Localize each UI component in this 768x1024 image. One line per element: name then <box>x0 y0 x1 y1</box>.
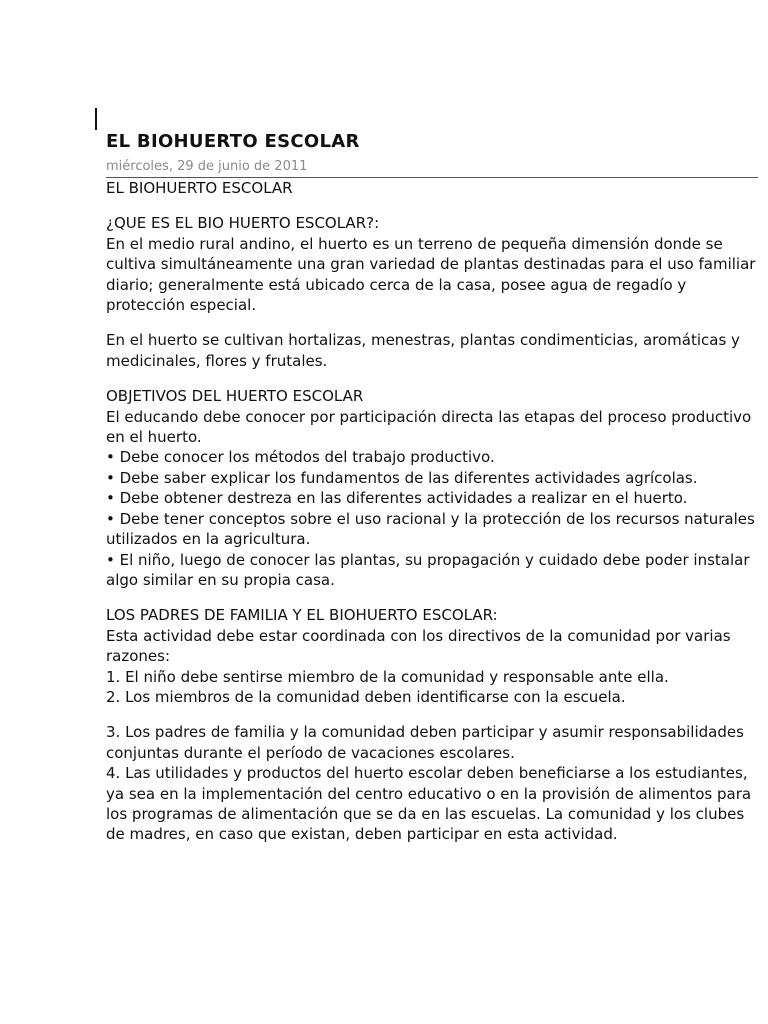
list-item: • El niño, luego de conocer las plantas, su propagación y cuidado debe poder instalar algo similar en su propia casa. <box>106 550 750 589</box>
post-date: miércoles, 29 de junio de 2011 <box>106 157 758 178</box>
list-item: 1. El niño debe sentirse miembro de la comunidad y responsable ante ella. <box>106 667 669 686</box>
list-item: • Debe conocer los métodos del trabajo productivo. <box>106 448 495 467</box>
list-item: • Debe tener conceptos sobre el uso racional y la protección de los recursos naturales utilizados en la agricultura. <box>106 509 755 549</box>
list-item: • Debe obtener destreza en las diferentes actividades a realizar en el huerto. <box>106 489 688 508</box>
text-cursor <box>95 108 97 130</box>
list-item: • Debe saber explicar los fundamentos de las diferentes actividades agrícolas. <box>106 468 698 487</box>
paragraph-parents-intro: Esta actividad debe estar coordinada con los directivos de la comunidad por varias razones: <box>106 626 731 666</box>
section-heading-what-is: ¿QUE ES EL BIO HUERTO ESCOLAR?: <box>106 214 380 233</box>
blog-post <box>106 128 758 845</box>
section-heading-parents: LOS PADRES DE FAMILIA Y EL BIOHUERTO ESCOLAR: <box>106 606 498 625</box>
intro-heading: EL BIOHUERTO ESCOLAR <box>106 179 293 197</box>
list-item: 2. Los miembros de la comunidad deben identificarse con la escuela. <box>106 687 626 706</box>
list-item: 4. Las utilidades y productos del huerto escolar deben beneficiarse a los estudiantes, ya sea en la implementación del centro educativo o en la provisión de alimentos para los programas de alimentación que se da en las escuelas. La comunidad y los clubes de madres, en caso que existan, deben participar en esta actividad. <box>106 764 752 844</box>
paragraph-crops: En el huerto se cultivan hortalizas, menestras, plantas condimenticias, aromáticas y medicinales, flores y frutales. <box>106 331 740 370</box>
paragraph-objectives-intro: El educando debe conocer por participación directa las etapas del proceso productivo en el huerto. <box>106 407 752 447</box>
post-title: EL BIOHUERTO ESCOLAR <box>106 131 360 152</box>
list-item: 3. Los padres de familia y la comunidad deben participar y asumir responsabilidades conjuntas durante el período de vacaciones escolares. <box>106 723 744 762</box>
section-heading-objectives: OBJETIVOS DEL HUERTO ESCOLAR <box>106 387 364 406</box>
paragraph-definition: En el medio rural andino, el huerto es un terreno de pequeña dimensión donde se cultiva simultáneamente una gran variedad de plantas destinadas para el uso familiar diario; generalmente está ubicado cerca de la casa, posee agua de regadío y protección especial. <box>106 234 756 315</box>
post-body <box>106 178 758 845</box>
